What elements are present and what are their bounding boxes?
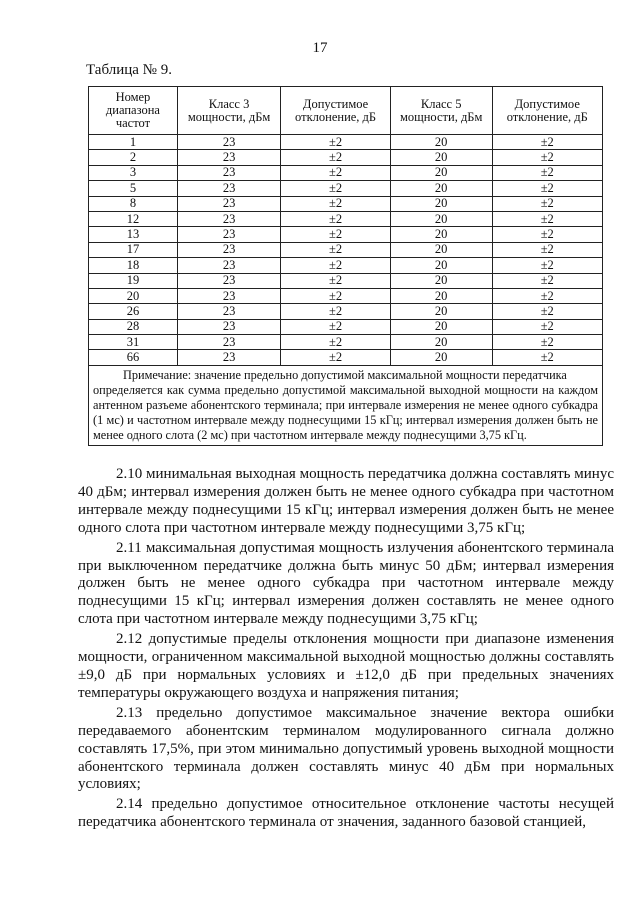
body-text: [78, 466, 614, 834]
cell-class5: 20: [390, 150, 492, 165]
cell-class3: 23: [177, 304, 280, 319]
cell-class3: 23: [177, 288, 280, 303]
cell-deviation-2: ±2: [492, 288, 603, 303]
table-row: [89, 304, 603, 319]
header-class5-power: Класс 5 мощности, дБм: [390, 87, 492, 135]
cell-class5: 20: [390, 273, 492, 288]
cell-deviation-2: ±2: [492, 227, 603, 242]
table-row: [89, 181, 603, 196]
header-band-number: Номер диапазона частот: [89, 87, 178, 135]
cell-class3: 23: [177, 165, 280, 180]
cell-class3: 23: [177, 258, 280, 273]
cell-band: 1: [89, 135, 178, 150]
cell-class5: 20: [390, 196, 492, 211]
table-note-first-line: Примечание: значение предельно допустимой максимальной мощности передатчика: [123, 367, 567, 382]
cell-deviation-1: ±2: [281, 350, 391, 365]
cell-deviation-2: ±2: [492, 273, 603, 288]
table-row: [89, 150, 603, 165]
cell-band: 12: [89, 211, 178, 226]
cell-class5: 20: [390, 319, 492, 334]
cell-deviation-2: ±2: [492, 242, 603, 257]
cell-deviation-2: ±2: [492, 350, 603, 365]
cell-deviation-1: ±2: [281, 319, 391, 334]
cell-class5: 20: [390, 350, 492, 365]
cell-class3: 23: [177, 150, 280, 165]
cell-band: 20: [89, 288, 178, 303]
cell-band: 5: [89, 181, 178, 196]
cell-band: 26: [89, 304, 178, 319]
cell-deviation-2: ±2: [492, 304, 603, 319]
table-row: [89, 258, 603, 273]
cell-deviation-1: ±2: [281, 211, 391, 226]
cell-band: 31: [89, 335, 178, 350]
cell-band: 17: [89, 242, 178, 257]
cell-class5: 20: [390, 288, 492, 303]
table-row: [89, 335, 603, 350]
header-deviation-1: Допустимое отклонение, дБ: [281, 87, 391, 135]
cell-deviation-1: ±2: [281, 196, 391, 211]
table-row: [89, 242, 603, 257]
cell-deviation-1: ±2: [281, 181, 391, 196]
cell-deviation-2: ±2: [492, 135, 603, 150]
cell-deviation-1: ±2: [281, 288, 391, 303]
cell-deviation-2: ±2: [492, 165, 603, 180]
paragraph-2-13: 2.13 предельно допустимое максимальное значение вектора ошибки передаваемого абонентским терминалом модулированного сигнала должно составлять 17,5%, при этом минимально допустимый уровень выходной мощности абонентского терминала должен составлять минус 40 дБм при нормальных условиях;: [78, 704, 614, 793]
cell-deviation-2: ±2: [492, 211, 603, 226]
table-row: [89, 350, 603, 365]
header-deviation-2: Допустимое отклонение, дБ: [492, 87, 603, 135]
cell-class5: 20: [390, 335, 492, 350]
table-row: [89, 165, 603, 180]
page-number: 17: [312, 40, 328, 56]
cell-band: 66: [89, 350, 178, 365]
table-row: [89, 211, 603, 226]
cell-band: 2: [89, 150, 178, 165]
cell-deviation-1: ±2: [281, 242, 391, 257]
cell-deviation-2: ±2: [492, 150, 603, 165]
cell-deviation-2: ±2: [492, 258, 603, 273]
cell-class3: 23: [177, 319, 280, 334]
cell-deviation-1: ±2: [281, 335, 391, 350]
power-table: [88, 86, 603, 446]
cell-deviation-1: ±2: [281, 227, 391, 242]
cell-band: 8: [89, 196, 178, 211]
cell-class3: 23: [177, 350, 280, 365]
paragraph-2-12: 2.12 допустимые пределы отклонения мощности при диапазоне изменения мощности, ограниченном максимальной выходной мощностью должны составлять ±9,0 дБ при нормальных условиях и ±12,0 дБ при предельных значениях температуры окружающего воздуха и напряжения питания;: [78, 631, 614, 701]
table-row: [89, 227, 603, 242]
cell-band: 13: [89, 227, 178, 242]
cell-deviation-1: ±2: [281, 258, 391, 273]
cell-class5: 20: [390, 227, 492, 242]
cell-deviation-1: ±2: [281, 150, 391, 165]
cell-class3: 23: [177, 242, 280, 257]
table-row: [89, 319, 603, 334]
cell-class5: 20: [390, 165, 492, 180]
cell-deviation-2: ±2: [492, 196, 603, 211]
cell-deviation-1: ±2: [281, 304, 391, 319]
cell-band: 19: [89, 273, 178, 288]
header-class3-power: Класс 3 мощности, дБм: [177, 87, 280, 135]
table-row: [89, 273, 603, 288]
cell-class3: 23: [177, 211, 280, 226]
table-note: [89, 365, 603, 445]
cell-class3: 23: [177, 196, 280, 211]
table-note-rest: определяется как сумма предельно допустимой максимальной выходной мощности на каждом антенном разъеме абонентского терминала; при интервале измерения не менее одного субкадра (1 мс) и частотном интервале между поднесущими 15 кГц; интервал измерения должен быть не менее одного слота (2 мс) при частотном интервале между поднесущими 3,75 кГц.: [93, 382, 598, 442]
cell-class3: 23: [177, 227, 280, 242]
cell-class5: 20: [390, 242, 492, 257]
table-note-row: [89, 365, 603, 445]
cell-deviation-1: ±2: [281, 165, 391, 180]
cell-deviation-2: ±2: [492, 181, 603, 196]
cell-band: 3: [89, 165, 178, 180]
table-row: [89, 196, 603, 211]
cell-deviation-2: ±2: [492, 335, 603, 350]
cell-class5: 20: [390, 135, 492, 150]
cell-band: 18: [89, 258, 178, 273]
cell-class3: 23: [177, 135, 280, 150]
table-row: [89, 288, 603, 303]
cell-class5: 20: [390, 258, 492, 273]
cell-deviation-1: ±2: [281, 135, 391, 150]
cell-class5: 20: [390, 211, 492, 226]
cell-class3: 23: [177, 273, 280, 288]
cell-class3: 23: [177, 181, 280, 196]
paragraph-2-14: 2.14 предельно допустимое относительное отклонение частоты несущей передатчика абонентского терминала от значения, заданного базовой станцией,: [78, 796, 614, 831]
table-caption: Таблица № 9.: [86, 62, 172, 78]
paragraph-2-11: 2.11 максимальная допустимая мощность излучения абонентского терминала при выключенном передатчике должна быть минус 50 дБм; интервал измерения должен быть не менее одного субкадра при частотном интервале между поднесущими 15 кГц; интервал измерения должен составлять не менее одного слота при частотном интервале между поднесущими 3,75 кГц;: [78, 539, 614, 628]
cell-class5: 20: [390, 304, 492, 319]
cell-deviation-2: ±2: [492, 319, 603, 334]
table-row: [89, 135, 603, 150]
cell-deviation-1: ±2: [281, 273, 391, 288]
cell-band: 28: [89, 319, 178, 334]
cell-class5: 20: [390, 181, 492, 196]
paragraph-2-10: 2.10 минимальная выходная мощность передатчика должна составлять минус 40 дБм; интервал измерения должен быть не менее одного субкадра при частотном интервале между поднесущими 15 кГц; интервал измерения должен быть не менее одного слота при частотном интервале между поднесущими 3,75 кГц;: [78, 466, 614, 536]
cell-class3: 23: [177, 335, 280, 350]
table-header-row: [89, 87, 603, 135]
